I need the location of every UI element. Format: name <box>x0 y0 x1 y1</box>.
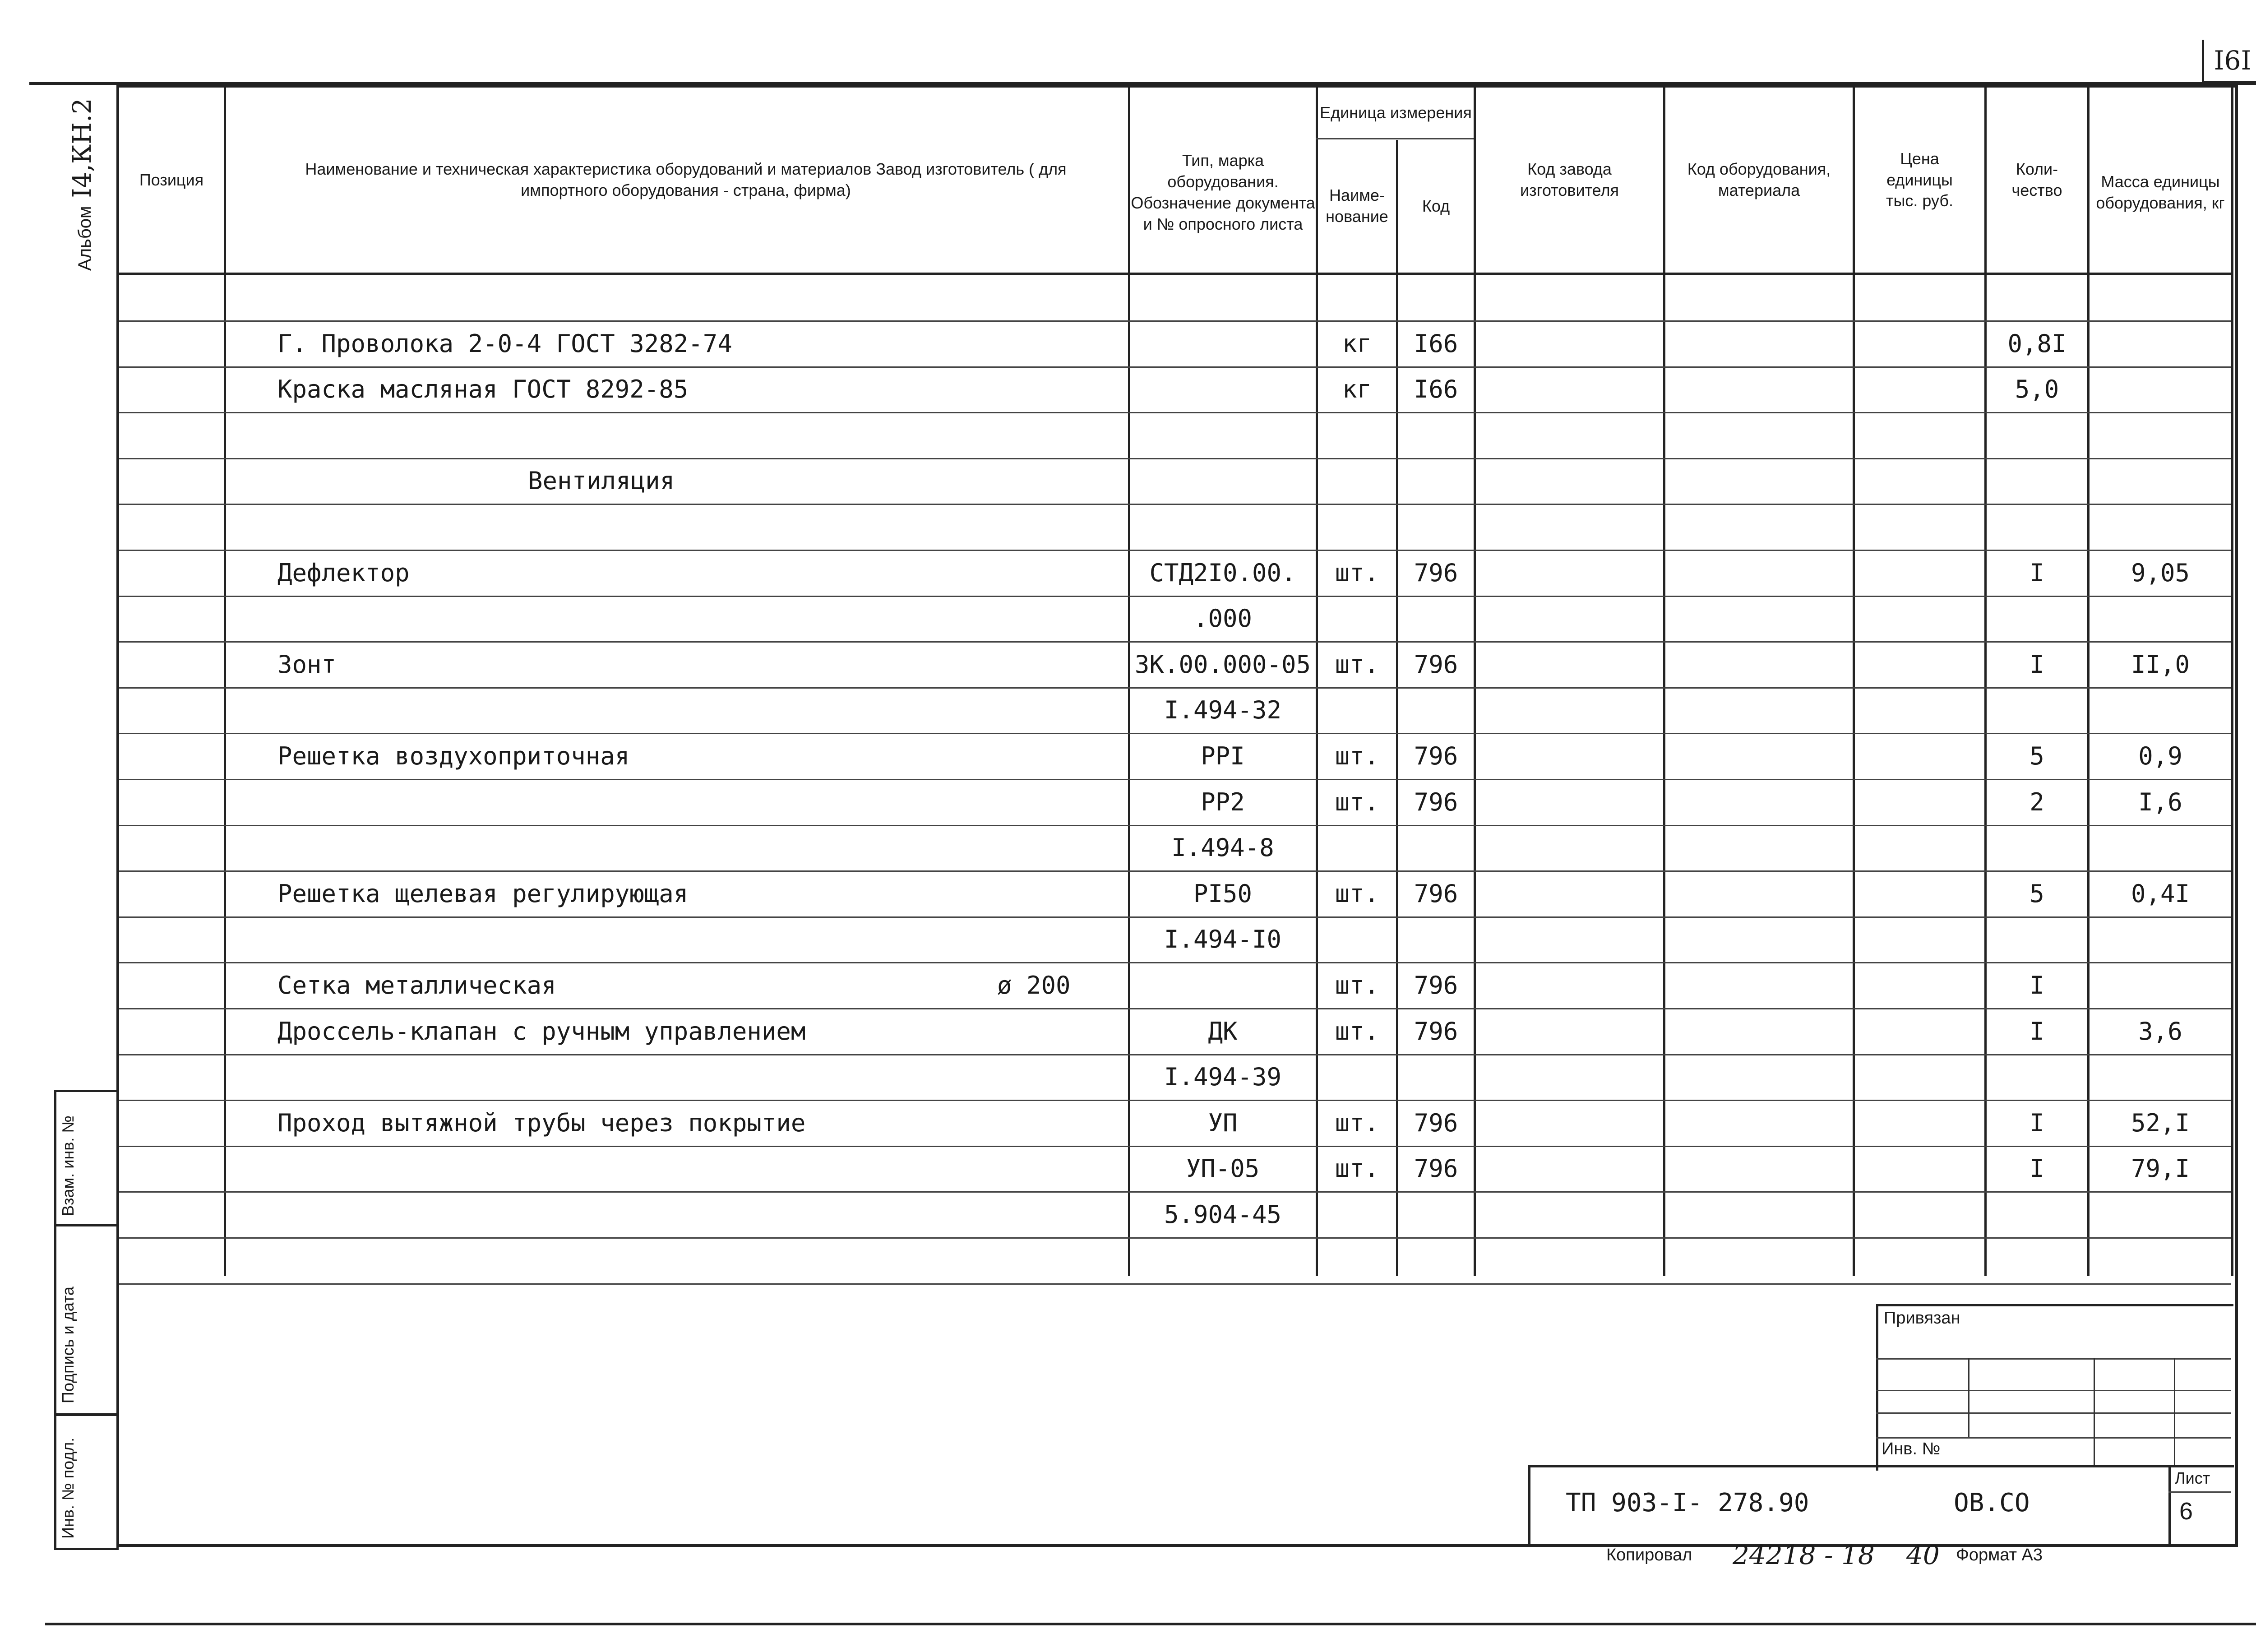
cell-type: PPI <box>1201 742 1245 770</box>
cell-type: ЗК.00.000-05 <box>1134 650 1311 679</box>
cell-qty <box>1987 1238 2087 1283</box>
cell-unit <box>1318 917 1396 962</box>
cell-qty: 0,8I <box>2007 329 2066 358</box>
privyazan-line <box>1876 1358 2231 1360</box>
cell-unit: кг <box>1342 375 1372 403</box>
cell-qty: 5 <box>2029 742 2044 770</box>
cell-unit-code: 796 <box>1414 559 1458 587</box>
cell-unit-code: 796 <box>1414 1154 1458 1183</box>
cell-type <box>1133 504 1313 550</box>
header-qty: Коли-чество <box>2011 160 2062 199</box>
copied-extra: 40 <box>1906 1540 1940 1570</box>
cell-unit-code: 796 <box>1414 1017 1458 1046</box>
cell-name: Г. Проволока 2-0-4 ГОСТ 3282-74 <box>277 329 732 358</box>
cell-unit: шт. <box>1335 559 1379 587</box>
copied-label: Копировал <box>1606 1546 1692 1564</box>
cell-qty <box>1987 413 2087 458</box>
cell-type <box>1133 1238 1313 1283</box>
cell-mass <box>2090 1192 2231 1237</box>
cell-name: Сетка металлическая <box>277 971 556 1000</box>
cell-qty <box>1987 1192 2087 1237</box>
cell-unit <box>1318 596 1396 641</box>
cell-mass <box>2090 1238 2231 1283</box>
cell-unit <box>1318 1238 1396 1283</box>
cell-type: I.494-32 <box>1164 696 1282 724</box>
cell-unit-code: 796 <box>1414 650 1458 679</box>
cell-qty: I <box>2029 1017 2044 1046</box>
cell-qty <box>1987 458 2087 504</box>
cell-name: Зонт <box>277 650 337 679</box>
cell-mass <box>2090 917 2231 962</box>
cell-unit-code <box>1398 688 1474 733</box>
privyazan-label: Привязан <box>1884 1309 1960 1328</box>
header-factory-code: Код завода изготовителя <box>1520 160 1619 199</box>
cell-unit: шт. <box>1335 879 1379 908</box>
cell-qty: I <box>2029 1154 2044 1183</box>
header-unit-group: Единица измерения <box>1320 103 1472 122</box>
copied-value: 24218 - 18 <box>1733 1540 1875 1570</box>
cell-mass: 79,I <box>2131 1154 2190 1183</box>
side-divider <box>54 1413 116 1416</box>
cell-unit <box>1318 275 1396 320</box>
cell-type: УП-05 <box>1186 1154 1260 1183</box>
cell-type: 5.904-45 <box>1164 1200 1282 1229</box>
cell-mass <box>2090 596 2231 641</box>
cell-qty: 5,0 <box>2015 375 2059 403</box>
cell-unit-code: 796 <box>1414 742 1458 770</box>
cell-unit: шт. <box>1335 971 1379 1000</box>
cell-mass <box>2090 321 2231 366</box>
cell-mass: 3,6 <box>2138 1017 2182 1046</box>
cell-mass: 0,4I <box>2131 879 2190 908</box>
cell-mass <box>2090 825 2231 870</box>
privyazan-vline <box>2174 1358 2175 1467</box>
privyazan-line <box>1876 1412 2231 1414</box>
cell-unit: шт. <box>1335 1017 1379 1046</box>
privyazan-vline <box>1968 1358 1969 1437</box>
unit-header-split <box>1316 138 1474 139</box>
cell-mass <box>2090 688 2231 733</box>
cell-name: Проход вытяжной трубы через покрытие <box>277 1109 806 1137</box>
album-label <box>68 98 97 271</box>
list-value: 6 <box>2179 1498 2193 1525</box>
privyazan-line <box>1876 1390 2231 1391</box>
cell-qty <box>1987 917 2087 962</box>
list-label: Лист <box>2175 1469 2210 1487</box>
cell-mass <box>2090 1055 2231 1100</box>
cell-type <box>1133 963 1313 1008</box>
frame-bottom-line <box>45 1623 2256 1625</box>
sheet-number: I6I <box>2202 40 2256 83</box>
doc-mark: ОВ.СО <box>1954 1488 2030 1518</box>
cell-qty: I <box>2029 650 2044 679</box>
col-divider <box>224 88 226 1276</box>
cell-unit: шт. <box>1335 1154 1379 1183</box>
cell-type <box>1133 458 1313 504</box>
header-price: Цена единицы тыс. руб. <box>1886 149 1953 210</box>
cell-qty <box>1987 825 2087 870</box>
cell-unit-code <box>1398 825 1474 870</box>
cell-type: PI50 <box>1193 879 1253 908</box>
cell-unit-code <box>1398 917 1474 962</box>
list-divider <box>2168 1467 2171 1544</box>
cell-unit-code: I66 <box>1414 375 1458 403</box>
cell-unit-code <box>1398 504 1474 550</box>
cell-type <box>1133 321 1313 366</box>
album-value: I4,КН.2 <box>68 98 97 198</box>
header-type: Тип, марка оборудования. Обозначение документа и № опросного листа <box>1131 151 1315 233</box>
cell-mass: 9,05 <box>2131 559 2190 587</box>
cell-type <box>1133 413 1313 458</box>
cell-type <box>1133 367 1313 412</box>
list-divider-h <box>2168 1491 2231 1493</box>
cell-type: .000 <box>1193 604 1253 633</box>
cell-unit-code: 796 <box>1414 879 1458 908</box>
cell-unit <box>1318 688 1396 733</box>
privyazan-line <box>1876 1437 2231 1439</box>
cell-qty: I <box>2029 1109 2044 1137</box>
cell-mass <box>2090 963 2231 1008</box>
cell-mass: II,0 <box>2131 650 2190 679</box>
cell-mass <box>2090 413 2231 458</box>
header-name: Наименование и техническая характеристика оборудований и материалов Завод изготовитель ( для импортного оборудования - страна, фирма) <box>305 160 1067 199</box>
cell-qty <box>1987 275 2087 320</box>
header-unit-code: Код <box>1422 196 1450 215</box>
cell-qty: I <box>2029 971 2044 1000</box>
side-vzam: Взам. инв. № <box>59 1115 77 1216</box>
cell-mass: I,6 <box>2138 788 2182 816</box>
cell-qty: 5 <box>2029 879 2044 908</box>
cell-unit-code <box>1398 413 1474 458</box>
cell-unit-code <box>1398 275 1474 320</box>
cell-unit: шт. <box>1335 742 1379 770</box>
header-position: Позиция <box>139 170 204 189</box>
cell-unit: шт. <box>1335 650 1379 679</box>
side-inv: Инв. № подл. <box>59 1437 77 1539</box>
cell-unit <box>1318 1055 1396 1100</box>
cell-qty <box>1987 596 2087 641</box>
cell-mass <box>2090 275 2231 320</box>
side-podpis: Подпись и дата <box>59 1286 77 1403</box>
cell-unit-code <box>1398 458 1474 504</box>
cell-unit-code: 796 <box>1414 788 1458 816</box>
cell-qty: 2 <box>2029 788 2044 816</box>
cell-type: I.494-39 <box>1164 1063 1282 1091</box>
cell-type: УП <box>1208 1109 1238 1137</box>
cell-unit-code <box>1398 1192 1474 1237</box>
col-divider <box>2231 88 2233 1276</box>
cell-mass: 52,I <box>2131 1109 2190 1137</box>
cell-qty <box>1987 688 2087 733</box>
privyazan-vline <box>2094 1358 2095 1467</box>
header-equipment-code: Код оборудования, материала <box>1687 160 1831 199</box>
cell-unit <box>1318 1192 1396 1237</box>
cell-unit-code: 796 <box>1414 1109 1458 1137</box>
cell-name: Краска масляная ГОСТ 8292-85 <box>277 375 689 403</box>
cell-type <box>1133 275 1313 320</box>
cell-mass: 0,9 <box>2138 742 2182 770</box>
side-stamp-col <box>81 1090 119 1550</box>
cell-qty: I <box>2029 559 2044 587</box>
cell-type: ДК <box>1208 1017 1238 1046</box>
album-prefix: Альбом <box>75 206 95 271</box>
doc-code: ТП 903-I- 278.90 <box>1566 1488 1809 1518</box>
cell-unit <box>1318 413 1396 458</box>
cell-type: I.494-I0 <box>1164 925 1282 953</box>
cell-unit-code: I66 <box>1414 329 1458 358</box>
cell-name: Решетка воздухоприточная <box>277 742 630 770</box>
cell-unit: кг <box>1342 329 1372 358</box>
cell-unit-code <box>1398 1238 1474 1283</box>
cell-unit: шт. <box>1335 788 1379 816</box>
cell-mass <box>2090 504 2231 550</box>
cell-unit-code <box>1398 596 1474 641</box>
cell-mass <box>2090 458 2231 504</box>
header-unit-name: Наиме-нование <box>1326 186 1388 226</box>
cell-name: Дроссель-клапан с ручным управлением <box>277 1017 806 1046</box>
cell-type: PP2 <box>1201 788 1245 816</box>
cell-unit <box>1318 458 1396 504</box>
cell-name: Дефлектор <box>277 559 410 587</box>
cell-qty <box>1987 1055 2087 1100</box>
cell-type: СТД2I0.00. <box>1149 559 1296 587</box>
cell-qty <box>1987 504 2087 550</box>
side-divider <box>54 1224 116 1226</box>
format-label: Формат А3 <box>1956 1546 2043 1564</box>
cell-type: I.494-8 <box>1171 833 1274 862</box>
cell-name: Решетка щелевая регулирующая <box>277 879 689 908</box>
cell-mass <box>2090 367 2231 412</box>
cell-name-note: ø 200 <box>997 971 1071 1000</box>
header-mass: Масса единицы оборудования, кг <box>2096 172 2225 212</box>
cell-unit-code: 796 <box>1414 971 1458 1000</box>
section-heading: Вентиляция <box>528 467 675 495</box>
cell-unit-code <box>1398 1055 1474 1100</box>
cell-unit: шт. <box>1335 1109 1379 1137</box>
inv-no-label: Инв. № <box>1882 1439 1941 1458</box>
cell-unit <box>1318 504 1396 550</box>
cell-unit <box>1318 825 1396 870</box>
